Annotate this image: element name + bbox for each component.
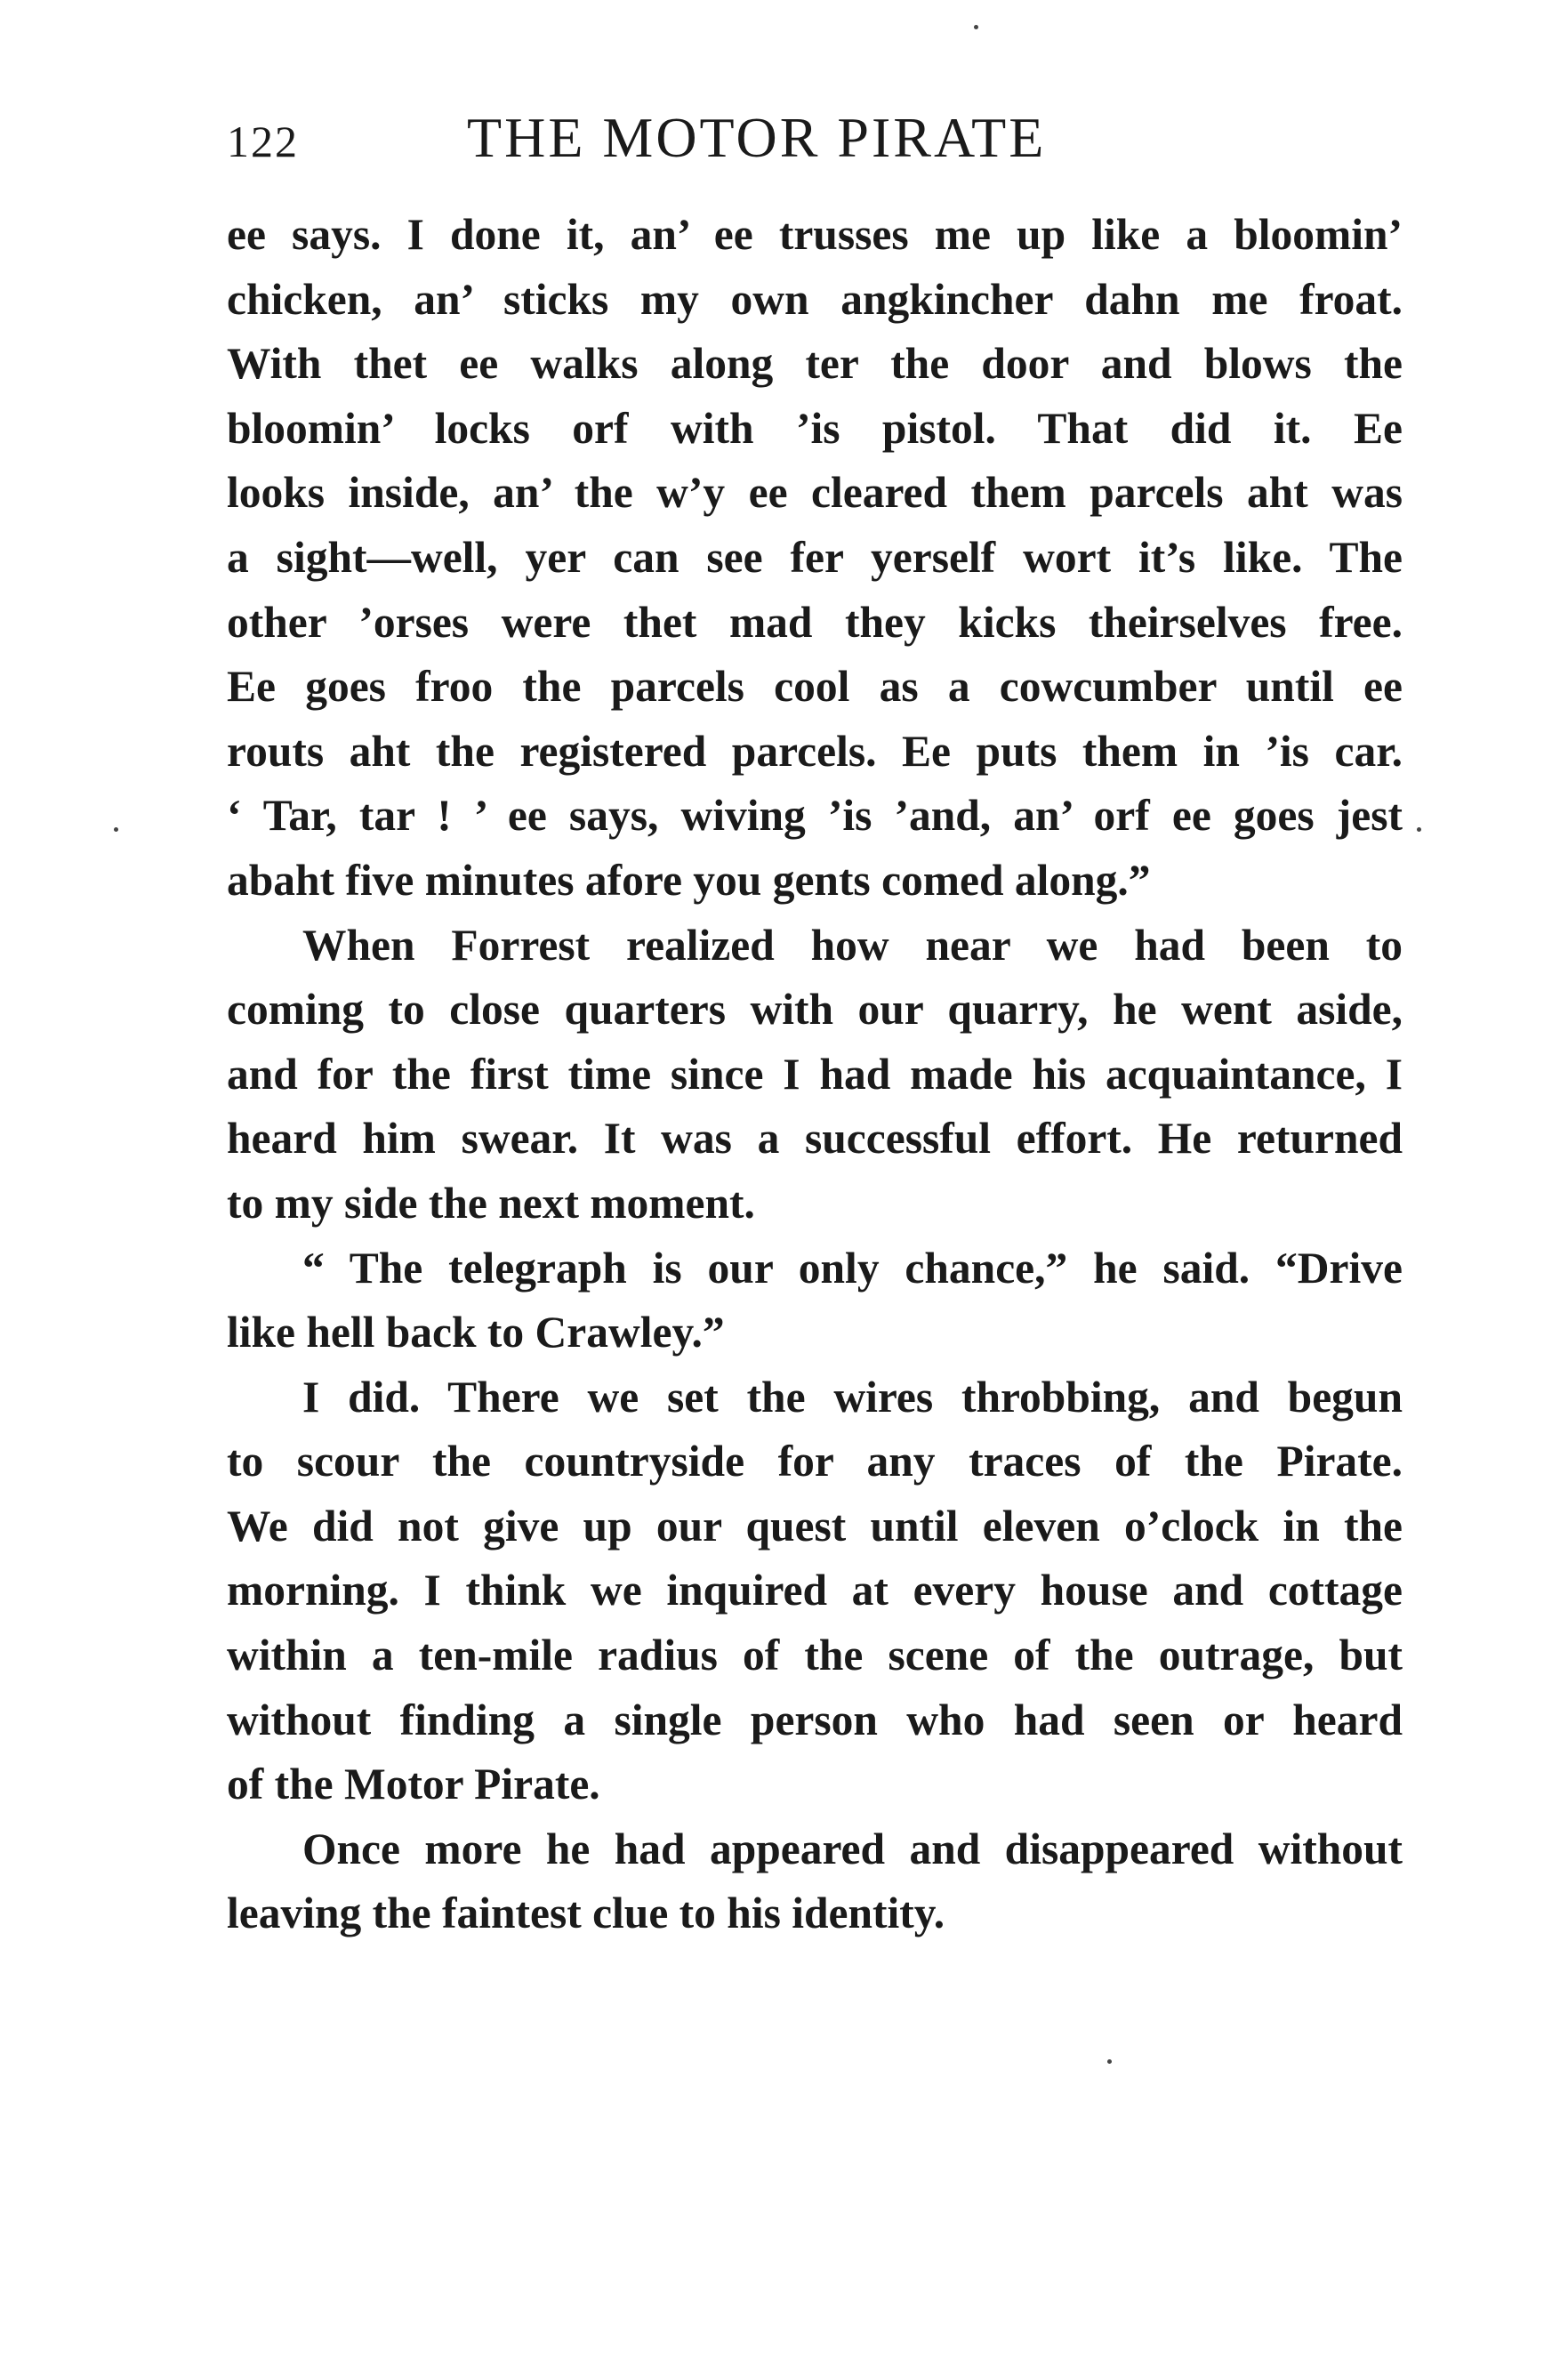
text-line: With thet ee walks along ter the door and blows the — [227, 339, 1403, 389]
text-line: coming to close quarters with our quarry, he went aside, — [227, 985, 1403, 1035]
paragraph-2 — [227, 914, 1403, 1236]
paragraph-3 — [227, 1236, 1403, 1365]
page-header — [227, 105, 1410, 185]
paragraph-5 — [227, 1817, 1403, 1946]
text-line: of the Motor Pirate. — [227, 1760, 600, 1809]
text-line: looks inside, an’ the w’y ee cleared them parcels aht was — [227, 468, 1403, 518]
text-line: abaht five minutes afore you gents comed along.” — [227, 855, 1151, 905]
paragraph-1 — [227, 203, 1403, 914]
text-line: chicken, an’ sticks my own angkincher dahn me froat. — [227, 274, 1403, 324]
page-number: 122 — [227, 117, 299, 166]
text-line: When Forrest realized how near we had been to — [302, 920, 1403, 970]
text-line: leaving the faintest clue to his identity. — [227, 1889, 945, 1938]
text-line: without finding a single person who had seen or heard — [227, 1695, 1403, 1744]
text-line: morning. I think we inquired at every house and cottage — [227, 1566, 1403, 1615]
text-line: bloomin’ locks orf with ’is pistol. That did it. Ee — [227, 403, 1403, 453]
text-line: Ee goes froo the parcels cool as a cowcumber until ee — [227, 662, 1403, 712]
page-body — [227, 203, 1403, 1946]
running-title: THE MOTOR PIRATE — [467, 106, 1047, 169]
print-speck — [974, 25, 978, 29]
text-line: to my side the next moment. — [227, 1178, 755, 1228]
print-speck — [114, 827, 118, 832]
text-line: Once more he had appeared and disappeared without — [302, 1824, 1403, 1873]
text-line: ‘ Tar, tar ! ’ ee says, wiving ’is ’and, an’ orf ee goes jest — [227, 791, 1403, 841]
text-line: to scour the countryside for any traces of the Pirate. — [227, 1437, 1403, 1486]
text-line: and for the first time since I had made his acquaintance, I — [227, 1049, 1403, 1099]
text-line: a sight—well, yer can see fer yerself wort it’s like. The — [227, 532, 1403, 582]
text-line: within a ten-mile radius of the scene of the outrage, but — [227, 1631, 1403, 1680]
text-line: like hell back to Crawley.” — [227, 1308, 725, 1357]
text-line: routs aht the registered parcels. Ee puts them in ’is car. — [227, 726, 1403, 776]
paragraph-4 — [227, 1365, 1403, 1817]
text-line: “ The telegraph is our only chance,” he said. “Drive — [302, 1243, 1403, 1293]
text-line: heard him swear. It was a successful effort. He returned — [227, 1114, 1403, 1164]
text-line: I did. There we set the wires throbbing, and begun — [302, 1372, 1403, 1422]
text-line: ee says. I done it, an’ ee trusses me up like a bloomin’ — [227, 210, 1403, 259]
print-speck — [1107, 2059, 1112, 2064]
text-line: other ’orses were thet mad they kicks theirselves free. — [227, 597, 1403, 647]
text-line: We did not give up our quest until eleven o’clock in the — [227, 1501, 1403, 1551]
print-speck — [1417, 827, 1421, 832]
